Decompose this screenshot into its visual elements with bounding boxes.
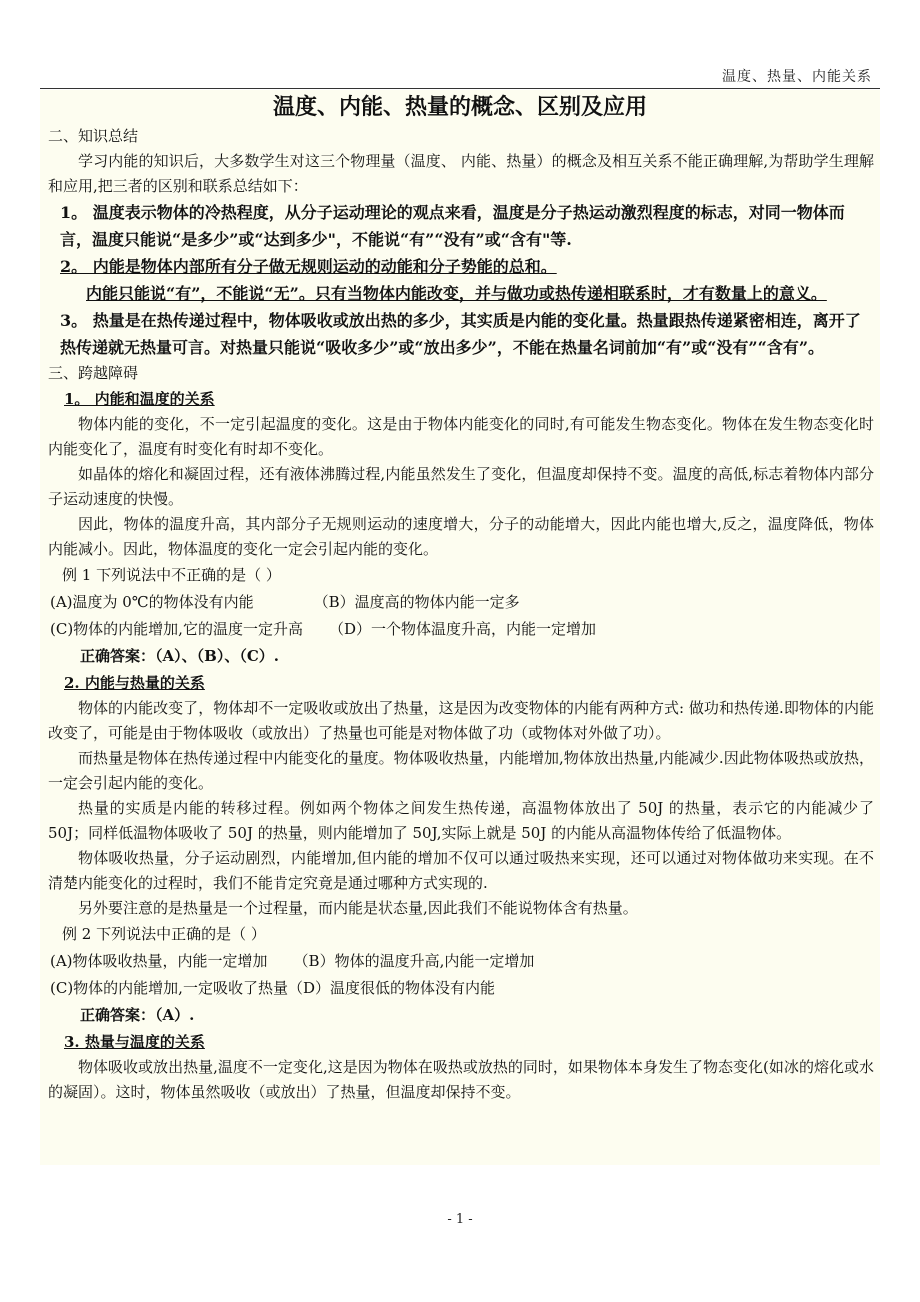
option-a: (A)温度为 0℃的物体没有内能: [50, 593, 254, 611]
running-header: 温度、热量、内能关系: [722, 69, 872, 85]
example-1-options-cd: [40, 616, 880, 643]
subsection-energy-temperature: [40, 386, 880, 412]
paragraph: 物体的内能改变了，物体却不一定吸收或放出了热量，这是因为改变物体的内能有两种方式: 做功和热传递.即物体的内能改变了，可能是由于物体吸收（或放出）了热量也可能是对物体做了功（或物体对外做了功）。: [48, 699, 874, 742]
paragraph: 而热量是物体在热传递过程中内能变化的量度。物体吸收热量，内能增加,物体放出热量,内能减少.因此物体吸热或放热，一定会引起内能的变化。: [48, 749, 874, 792]
page-number: - 1 -: [447, 1212, 473, 1227]
option-b: （B）温度高的物体内能一定多: [313, 593, 520, 611]
paragraph: 如晶体的熔化和凝固过程，还有液体沸腾过程,内能虽然发生了变化，但温度却保持不变。温度的高低,标志着物体内部分子运动速度的快慢。: [48, 465, 874, 508]
example-2-options-cd: (C)物体的内能增加,一定吸收了热量（D）温度很低的物体没有内能: [50, 979, 495, 997]
example-1-options-ab: [40, 589, 880, 616]
example-2-answer: 正确答案：（A）.: [80, 1006, 195, 1024]
paragraph: 热量的实质是内能的转移过程。例如两个物体之间发生热传递，高温物体放出了 50J 的热量，表示它的内能减少了 50J；同样低温物体吸收了 50J 的热量，则内能增加了 50J,实际上就是 50J 的内能从高温物体传给了低温物体。: [48, 799, 874, 842]
subsection-energy-temperature-title: 1。 内能和温度的关系: [64, 390, 215, 408]
subsection-heat-temperature-title: 3. 热量与温度的关系: [64, 1033, 205, 1051]
paragraph: 物体吸收热量，分子运动剧烈，内能增加,但内能的增加不仅可以通过吸热来实现，还可以通过对物体做功来实现。在不清楚内能变化的过程时，我们不能肯定究竟是通过哪种方式实现的.: [48, 849, 874, 892]
subsection-energy-heat: [40, 670, 880, 696]
subsection-heat-temperature: [40, 1029, 880, 1055]
point-temperature: 1。 温度表示物体的冷热程度，从分子运动理论的观点来看，温度是分子热运动激烈程度的标志，对同一物体而言，温度只能说“是多少”或“达到多少"，不能说“有”“没有”或“含有"等.: [60, 203, 845, 249]
summary-intro: 学习内能的知识后，大多数学生对这三个物理量（温度、 内能、热量）的概念及相互关系不能正确理解,为帮助学生理解和应用,把三者的区别和联系总结如下：: [48, 152, 874, 195]
document-body: [40, 90, 880, 1165]
document-title: 温度、内能、热量的概念、区别及应用: [272, 94, 647, 120]
point-internal-energy-note-text: 内能只能说“有”，不能说“无”。只有当物体内能改变，并与做功或热传递相联系时，才有数量上的意义。: [86, 284, 827, 303]
point-internal-energy-note: [40, 280, 880, 307]
paragraph: 另外要注意的是热量是一个过程量，而内能是状态量,因此我们不能说物体含有热量。: [78, 899, 638, 917]
section-heading-obstacles: 三、跨越障碍: [48, 364, 139, 382]
paragraph: 物体内能的变化，不一定引起温度的变化。这是由于物体内能变化的同时,有可能发生物态变化。物体在发生物态变化时内能变化了，温度有时变化有时却不变化。: [48, 415, 874, 458]
option-b: （B）物体的温度升高,内能一定增加: [293, 952, 535, 970]
option-a: (A)物体吸收热量，内能一定增加: [50, 952, 268, 970]
example-1-answer: 正确答案：（A）、（B）、（C）.: [80, 647, 279, 665]
option-d: （D）一个物体温度升高，内能一定增加: [328, 620, 596, 638]
point-internal-energy: [40, 253, 880, 280]
example-1-question: 例 1 下列说法中不正确的是（ ）: [62, 566, 281, 584]
section-heading-summary: 二、知识总结: [48, 127, 139, 145]
point-heat: 3。 热量是在热传递过程中，物体吸收或放出热的多少，其实质是内能的变化量。热量跟热传递紧密相连，离开了热传递就无热量可言。对热量只能说“吸收多少”或“放出多少”，不能在热量名词前加“有”或“没有”“含有”。: [60, 311, 861, 357]
subsection-energy-heat-title: 2. 内能与热量的关系: [64, 674, 205, 692]
option-c: (C)物体的内能增加,它的温度一定升高: [50, 620, 303, 638]
paragraph: 物体吸收或放出热量,温度不一定变化,这是因为物体在吸热或放热的同时，如果物体本身发生了物态变化(如冰的熔化或水的凝固）。这时，物体虽然吸收（或放出）了热量，但温度却保持不变。: [48, 1058, 874, 1101]
point-internal-energy-text: 2。 内能是物体内部所有分子做无规则运动的动能和分子势能的总和。: [60, 257, 557, 276]
example-2-options-ab: [40, 948, 880, 975]
paragraph: 因此，物体的温度升高，其内部分子无规则运动的速度增大，分子的动能增大，因此内能也增大,反之，温度降低，物体内能减小。因此，物体温度的变化一定会引起内能的变化。: [48, 515, 874, 558]
header-rule: [40, 88, 880, 89]
example-2-question: 例 2 下列说法中正确的是（ ）: [62, 925, 266, 943]
